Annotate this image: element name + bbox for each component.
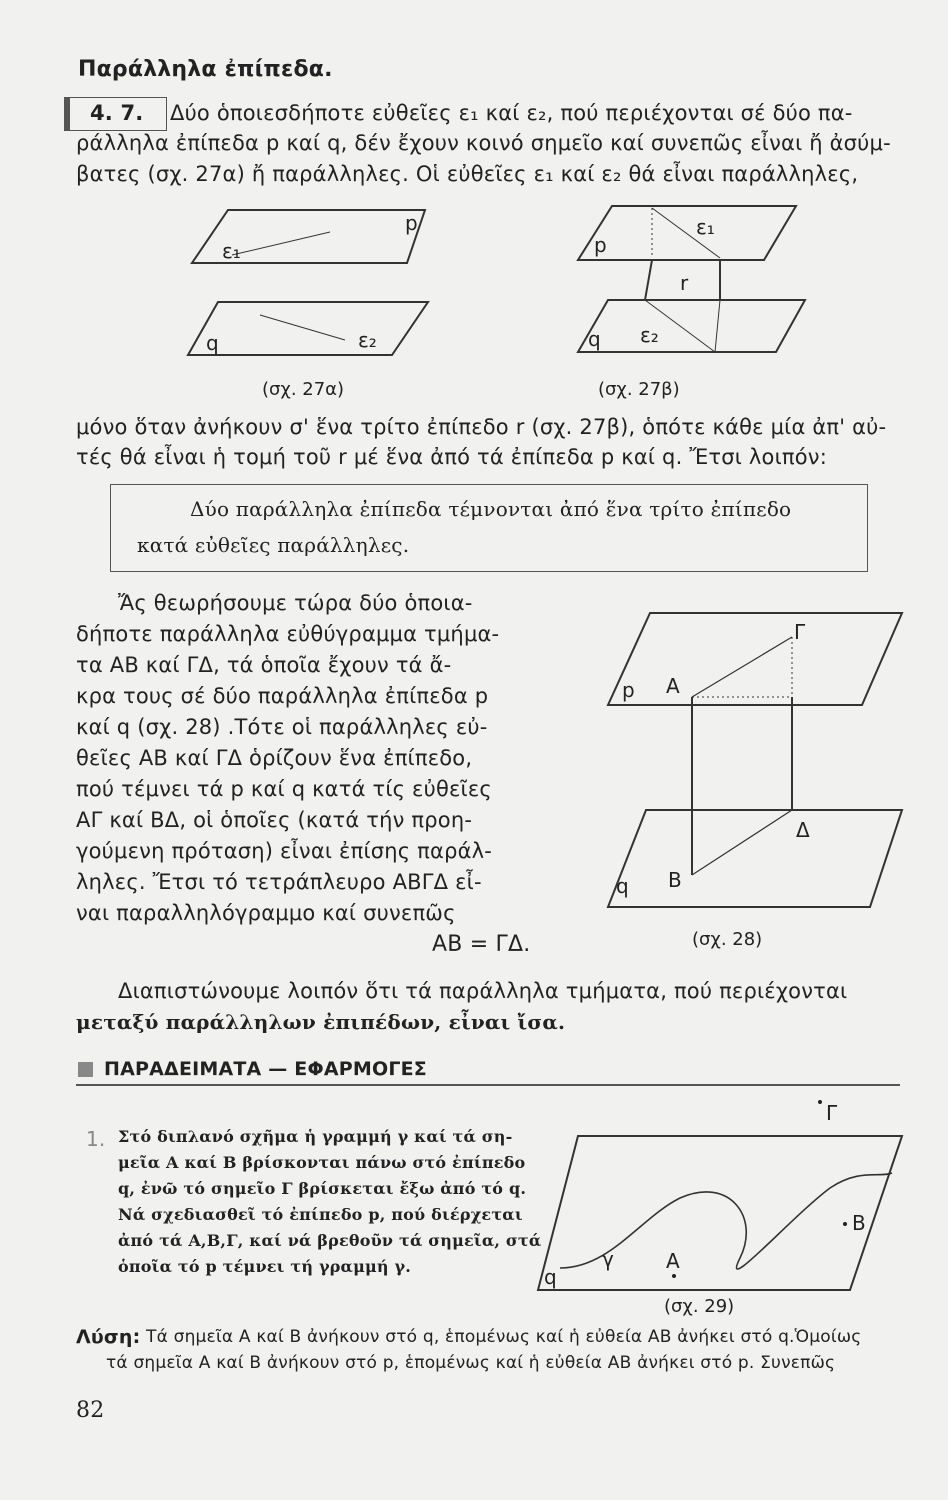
figure-28 bbox=[600, 605, 910, 955]
para3-line4: κρα τους σέ δύο παράλληλα ἐπίπεδα p bbox=[76, 684, 489, 708]
label-e1-27a: ε₁ bbox=[222, 239, 241, 263]
solution-line2: τά σημεῖα Α καί Β ἀνήκουν στό p, ἑπομένως καί ἡ εὐθεία ΑΒ ἀνήκει στό p. Συνεπῶς bbox=[106, 1353, 836, 1373]
label-A-29: Α bbox=[666, 1249, 680, 1273]
example-line2: μεῖα Α καί Β βρίσκονται πάνω στό ἐπίπεδο bbox=[118, 1153, 526, 1172]
label-e2-27b: ε₂ bbox=[640, 323, 659, 347]
label-q-28: q bbox=[616, 874, 629, 898]
section-title: Παράλληλα ἐπίπεδα. bbox=[78, 57, 333, 82]
label-G-28: Γ bbox=[794, 620, 806, 644]
label-B-29: Β bbox=[852, 1211, 866, 1235]
label-p-27b: p bbox=[594, 233, 607, 257]
para1-line3: βατες (σχ. 27α) ἤ παράλληλες. Οἱ εὐθεῖες ε₁ καί ε₂ θά εἶναι παράλληλες, bbox=[76, 162, 859, 186]
para3-line10: ληλες. Ἔτσι τό τετράπλευρο ΑΒΓΔ εἶ- bbox=[76, 870, 482, 894]
heading-rule bbox=[76, 1084, 900, 1086]
label-q-27b: q bbox=[588, 327, 601, 351]
label-A-28: Α bbox=[666, 674, 680, 698]
point-G-29 bbox=[818, 1100, 822, 1104]
para3-line2: δήποτε παράλληλα εὐθύγραμμα τμήμα- bbox=[76, 622, 500, 646]
para3-line11: ναι παραλληλόγραμμο καί συνεπῶς bbox=[76, 901, 456, 925]
para2-line2: τές θά εἶναι ἡ τομή τοῦ r μέ ἕνα ἀπό τά ἐπίπεδα p καί q. Ἔτσι λοιπόν: bbox=[76, 445, 828, 469]
plane-q-27b bbox=[578, 300, 805, 352]
label-p-27a: p bbox=[405, 211, 418, 235]
conclusion-line2: μεταξύ παράλληλων ἐπιπέδων, εἶναι ἴσα. bbox=[76, 1010, 566, 1034]
example-number: 1. bbox=[86, 1127, 106, 1151]
para2-line1: μόνο ὅταν ἀνήκουν σ' ἕνα τρίτο ἐπίπεδο r (σχ. 27β), ὁπότε κάθε μία ἀπ' αὐ- bbox=[76, 415, 887, 439]
label-q-27a: q bbox=[206, 331, 219, 355]
para3-line9: γούμενη πρόταση) εἶναι ἐπίσης παράλ- bbox=[76, 839, 493, 863]
theorem-line2: κατά εὐθεῖες παράλληλες. bbox=[137, 533, 410, 557]
label-D-28: Δ bbox=[796, 818, 810, 842]
label-e1-27b: ε₁ bbox=[696, 215, 715, 239]
plane-p-27b bbox=[578, 206, 796, 260]
paragraph-number: 4. 7. bbox=[90, 101, 144, 125]
para1-line1: Δύο ὁποιεσδήποτε εὐθεῖες ε₁ καί ε₂, πού περιέχονται σέ δύο πα- bbox=[170, 101, 853, 125]
conclusion-line1: Διαπιστώνουμε λοιπόν ὅτι τά παράλληλα τμήματα, πού περιέχονται bbox=[118, 979, 848, 1003]
label-r-27b: r bbox=[680, 271, 689, 295]
example-line4: Νά σχεδιασθεῖ τό ἐπίπεδο p, πού διέρχεται bbox=[118, 1205, 523, 1224]
solution-line1: Τά σημεῖα Α καί Β ἀνήκουν στό q, ἑπομένως καί ἡ εὐθεία ΑΒ ἀνήκει στό q.Ὁμοίως bbox=[146, 1327, 862, 1347]
label-B-28: Β bbox=[668, 868, 682, 892]
plane-q-27a bbox=[188, 302, 428, 355]
point-B-29 bbox=[843, 1222, 847, 1226]
line-e1 bbox=[232, 232, 330, 255]
para3-line5: καί q (σχ. 28) .Τότε οἱ παράλληλες εὐ- bbox=[76, 715, 488, 739]
example-line3: q, ἐνῶ τό σημεῖο Γ βρίσκεται ἔξω ἀπό τό q. bbox=[118, 1179, 527, 1198]
para3-line3: τα ΑΒ καί ΓΔ, τά ὁποῖα ἔχουν τά ἄ- bbox=[76, 653, 452, 677]
figure-29 bbox=[530, 1098, 910, 1318]
label-G-29: Γ bbox=[826, 1101, 838, 1125]
solution-label: Λύση: bbox=[76, 1326, 141, 1348]
para3-line7: πού τέμνει τά p καί q κατά τίς εὐθεῖες bbox=[76, 777, 492, 801]
para3-line8: ΑΓ καί ΒΔ, οἱ ὁποῖες (κατά τήν προη- bbox=[76, 808, 473, 832]
label-q-29: q bbox=[544, 1265, 557, 1289]
point-A-29 bbox=[672, 1274, 676, 1278]
caption-28: (σχ. 28) bbox=[692, 929, 763, 950]
label-p-28: p bbox=[622, 678, 635, 702]
caption-29: (σχ. 29) bbox=[664, 1296, 735, 1317]
segment-BD bbox=[692, 810, 792, 875]
example-line6: ὁποῖα τό p τέμνει τή γραμμή γ. bbox=[118, 1257, 412, 1276]
example-line1: Στό διπλανό σχῆμα ἡ γραμμή γ καί τά ση- bbox=[118, 1127, 513, 1146]
equation-ab-gd: ΑΒ = ΓΔ. bbox=[432, 932, 531, 957]
heading-square-icon bbox=[78, 1062, 93, 1077]
label-e2-27a: ε₂ bbox=[358, 328, 377, 352]
figure-27b bbox=[570, 200, 810, 400]
line-e2 bbox=[260, 315, 345, 340]
para3-line1: Ἄς θεωρήσουμε τώρα δύο ὁποια- bbox=[118, 591, 473, 615]
caption-27a: (σχ. 27α) bbox=[262, 379, 345, 400]
para3-line6: θεῖες ΑΒ καί ΓΔ ὁρίζουν ἕνα ἐπίπεδο, bbox=[76, 746, 473, 770]
examples-heading: ΠΑΡΑΔΕΙΜΑΤΑ — ΕΦΑΡΜΟΓΕΣ bbox=[104, 1058, 427, 1080]
plane-q-28 bbox=[608, 810, 902, 907]
theorem-line1: Δύο παράλληλα ἐπίπεδα τέμνονται ἀπό ἕνα τρίτο ἐπίπεδο bbox=[190, 497, 792, 521]
example-line5: ἀπό τά Α,Β,Γ, καί νά βρεθοῦν τά σημεῖα, στά bbox=[118, 1231, 542, 1250]
para1-line2: ράλληλα ἐπίπεδα p καί q, δέν ἔχουν κοινό σημεῖο καί συνεπῶς εἶναι ἤ ἀσύμ- bbox=[76, 131, 891, 155]
caption-27b: (σχ. 27β) bbox=[598, 379, 680, 400]
label-gamma-29: γ bbox=[602, 1247, 614, 1271]
segment-AG bbox=[692, 637, 792, 697]
plane-q-29 bbox=[538, 1136, 902, 1290]
page-number: 82 bbox=[76, 1398, 105, 1423]
figure-27a bbox=[180, 200, 440, 400]
